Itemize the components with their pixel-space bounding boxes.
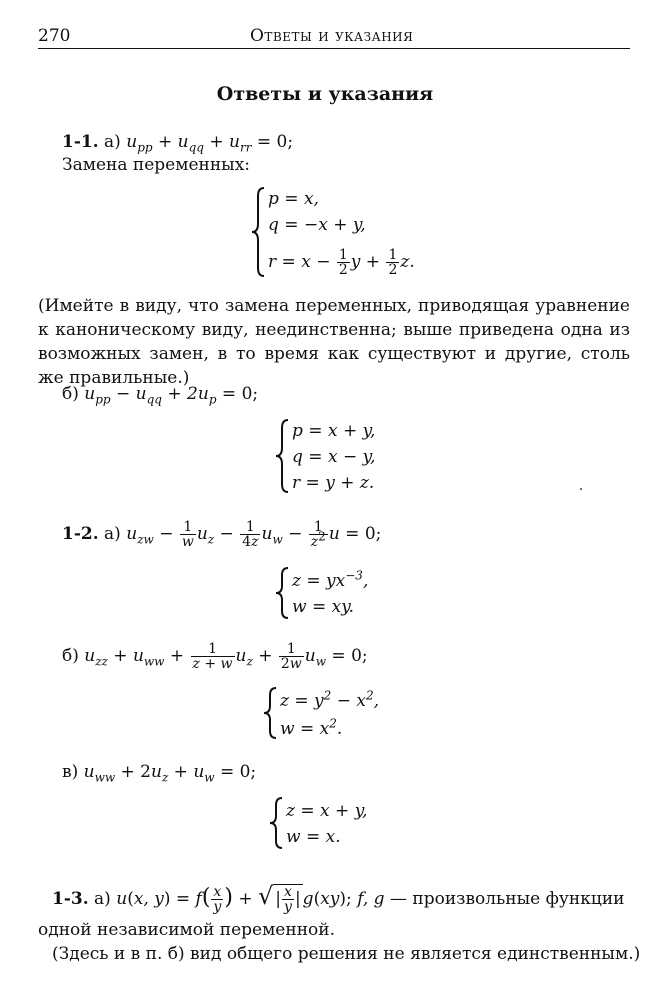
problem-label: 1-1. xyxy=(62,132,99,152)
item-label: в) xyxy=(62,762,79,782)
equation-1-3-a: u(x, y) = f( $\frac{x}{y}$ ) + √ | $\frac{x}{y}$ | g(xy); xyxy=(116,882,352,915)
left-brace-icon xyxy=(268,796,284,850)
equation-1-2-a: $u_{zw}$ − $\frac{1}{w}$ $u_z$ − $\frac{1}{4z}$ $u_w$ − $\frac{1}{z^2}$ u = 0; xyxy=(126,519,382,550)
equation-1-1-b: $u_{pp} - u_{qq} + 2u_p = 0$; xyxy=(84,384,259,407)
system-line: $z = yx^{-3}$, xyxy=(292,568,369,591)
left-brace-icon xyxy=(274,566,290,620)
equation-1-1-a: $u_{pp} + u_{qq} + u_{rr} = 0$; xyxy=(126,132,294,155)
line-continuation: одной независимой переменной. xyxy=(38,920,335,940)
speck xyxy=(580,488,582,490)
system-line: z = x + y, xyxy=(286,801,368,821)
system-line: p = x, xyxy=(268,189,319,209)
substitution-label: Замена переменных: xyxy=(62,155,251,175)
item-label: а) xyxy=(104,132,121,152)
system-line: p = x + y, xyxy=(292,421,376,441)
equation-1-2-c: $u_{ww} + 2u_z + u_w = 0$; xyxy=(83,762,257,785)
note-paragraph: (Имейте в виду, что замена переменных, приводящая уравнение к каноническому виду, неединственна; выше приведена одна из возможных замен, в то время как существуют и другие, столь же правильные.) xyxy=(38,296,630,388)
running-title: Ответы и указания xyxy=(250,26,414,46)
tail-text: — произвольные функции xyxy=(389,889,625,909)
system-line: q = x − y, xyxy=(292,447,376,467)
left-brace-icon xyxy=(262,686,278,740)
note-paragraph: (Здесь и в п. б) вид общего решения не является единственным.) xyxy=(52,944,641,964)
left-brace-icon xyxy=(274,418,290,494)
item-label: а) xyxy=(104,524,121,544)
problem-label: 1-2. xyxy=(62,524,99,544)
system-line: $w = x^2$. xyxy=(280,716,343,739)
system-line: w = x. xyxy=(286,827,341,847)
system-line: $z = y^2 - x^2$, xyxy=(280,688,379,711)
system-line: q = −x + y, xyxy=(268,215,366,235)
problem-1-3-a xyxy=(52,884,624,914)
item-label: б) xyxy=(62,646,79,666)
equation-1-2-b: $u_{zz} + u_{ww}$ + $\frac{1}{z + w}$ $u_z$ + $\frac{1}{2w}$ $u_w = 0$; xyxy=(84,641,368,672)
item-label: б) xyxy=(62,384,79,404)
left-brace-icon xyxy=(250,186,266,278)
system-line: r = y + z. xyxy=(292,473,375,493)
header-rule xyxy=(38,48,630,49)
problem-1-2-b xyxy=(62,642,368,671)
problem-label: 1-3. xyxy=(52,889,89,909)
problem-1-1-a xyxy=(62,130,293,154)
system-line: w = xy. xyxy=(292,597,354,617)
problem-1-2-a xyxy=(62,520,381,549)
page-title: Ответы и указания xyxy=(216,83,434,105)
system-line: r = x − $\frac{1}{2}$ y + $\frac{1}{2}$ z. xyxy=(268,247,415,278)
problem-1-2-c xyxy=(62,760,256,784)
item-label: а) xyxy=(94,889,111,909)
page-number: 270 xyxy=(38,26,71,46)
problem-1-1-b xyxy=(62,382,258,406)
function-names: f, g xyxy=(357,889,385,909)
